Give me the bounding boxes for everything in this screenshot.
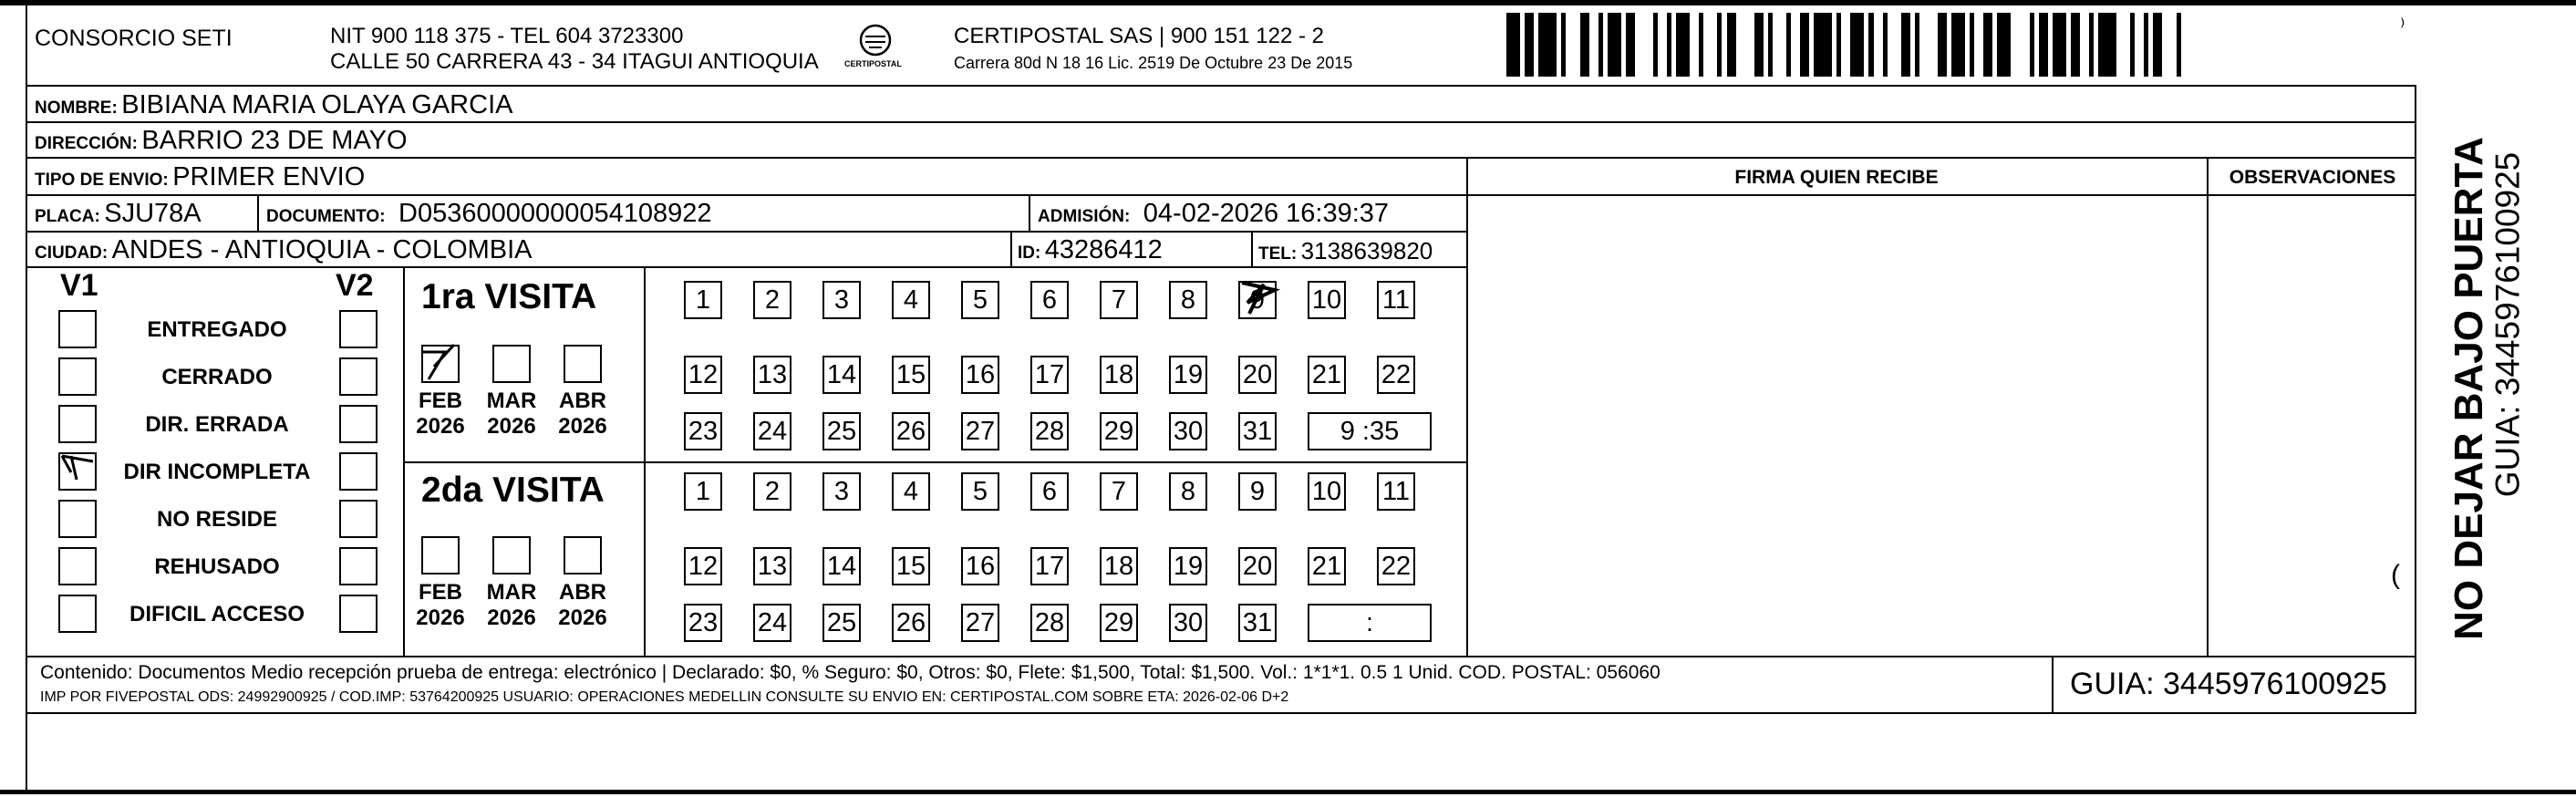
visit2-day-6[interactable]: 6 — [1030, 472, 1069, 511]
barcode-bar — [2071, 13, 2080, 77]
v1-checkbox-5[interactable] — [58, 547, 97, 585]
visit2-title: 2da VISITA — [421, 471, 605, 510]
barcode-bar — [1580, 13, 1589, 77]
id-cell — [1018, 237, 1163, 264]
visit1-day-7[interactable]: 7 — [1100, 281, 1138, 319]
visit2-day-8[interactable]: 8 — [1169, 472, 1207, 511]
direccion-row — [35, 128, 408, 154]
id-label: ID: — [1018, 243, 1041, 263]
visit1-month-label — [551, 388, 615, 439]
visit2-day-16[interactable]: 16 — [961, 547, 999, 585]
visit2-day-4[interactable]: 4 — [892, 472, 930, 511]
barcode-bar — [1901, 13, 1910, 77]
corner-mark-icon: ⁾ — [2400, 15, 2405, 37]
v1-checkbox-0[interactable] — [58, 310, 97, 348]
visit1-day-16[interactable]: 16 — [961, 356, 999, 394]
admision-label: ADMISIÓN: — [1038, 207, 1131, 226]
tipo-value: PRIMER ENVIO — [172, 162, 366, 191]
barcode-bar — [1635, 13, 1653, 77]
id-divider — [1010, 231, 1012, 267]
observaciones-left-border — [2207, 157, 2209, 657]
visit2-month-name: MAR — [486, 580, 537, 605]
visit1-day-20[interactable]: 20 — [1238, 356, 1277, 394]
status-option-label: DIR. ERRADA — [145, 412, 289, 437]
barcode-bar — [1814, 13, 1832, 77]
v2-label: V2 — [336, 268, 374, 303]
visit2-day-23[interactable]: 23 — [684, 604, 722, 642]
barcode-bar — [2162, 13, 2176, 77]
day9-checkmark-icon — [1236, 275, 1282, 319]
admision-value: 04-02-2026 16:39:37 — [1143, 199, 1390, 228]
visit2-day-18[interactable]: 18 — [1100, 547, 1138, 585]
barcode-bar — [2039, 13, 2048, 77]
admision-cell — [1038, 201, 1389, 227]
v1-checkbox-6[interactable] — [58, 595, 97, 633]
visit1-month-year: 2026 — [487, 413, 536, 439]
visit2-month-year: 2026 — [487, 605, 536, 630]
visit2-day-5[interactable]: 5 — [961, 472, 999, 511]
visit1-month-year: 2026 — [416, 413, 465, 439]
visit2-month-box-2[interactable] — [564, 536, 602, 574]
barcode-bar — [1773, 13, 1786, 77]
visit1-month-year: 2026 — [558, 413, 607, 439]
ciudad-label: CIUDAD: — [35, 243, 109, 263]
visit2-day-30[interactable]: 30 — [1169, 604, 1207, 642]
visit2-day-3[interactable]: 3 — [822, 472, 861, 511]
barcode-bar — [2011, 13, 2029, 77]
footer-guia: GUIA: 3445976100925 — [2070, 667, 2387, 701]
visit1-month-name: ABR — [559, 388, 606, 413]
visit2-day-25[interactable]: 25 — [822, 604, 861, 642]
barcode-bar — [1800, 13, 1809, 77]
visit2-day-22[interactable]: 22 — [1377, 547, 1415, 585]
visit2-month-label — [551, 580, 615, 630]
visit1-day-29[interactable]: 29 — [1100, 412, 1138, 450]
visit2-month-label — [409, 580, 472, 630]
v1-checkbox-4[interactable] — [58, 500, 97, 538]
v1-label: V1 — [60, 268, 98, 303]
carrier-name: CERTIPOSTAL SAS | 900 151 122 - 2 — [954, 24, 1324, 48]
visit2-day-29[interactable]: 29 — [1100, 604, 1138, 642]
visit1-day-30[interactable]: 30 — [1169, 412, 1207, 450]
barcode — [1506, 13, 2199, 77]
barcode-bar — [1676, 13, 1690, 77]
visit1-month-box-1[interactable] — [492, 345, 531, 383]
barcode-bar — [1608, 13, 1621, 77]
visit2-day-19[interactable]: 19 — [1169, 547, 1207, 585]
ciudad-cell — [35, 237, 533, 264]
barcode-bar — [1566, 13, 1579, 77]
barcode-bar — [1850, 13, 1864, 77]
v2-checkbox-4[interactable] — [339, 500, 378, 538]
placa-label: PLACA: — [35, 207, 100, 226]
visit1-day-22[interactable]: 22 — [1377, 356, 1415, 394]
v2-checkbox-0[interactable] — [339, 310, 378, 348]
sender-name: CONSORCIO SETI — [35, 26, 233, 51]
form-top-border — [27, 85, 2416, 87]
visit1-day-21[interactable]: 21 — [1308, 356, 1346, 394]
v1-checkbox-2[interactable] — [58, 405, 97, 443]
pen-mark-icon: ( — [2391, 560, 2400, 590]
footer-contenido: Contenido: Documentos Medio recepción prueba de entrega: electrónico | Declarado: $0, % Seguro: $0, Otros: $0, Flete: $1,500, Total: $1,500. Vol.: 1*1*1. 0.5 1 Unid. COD. POSTAL: 056060 — [40, 662, 1660, 683]
barcode-bar — [1997, 13, 2011, 77]
visit1-day-28[interactable]: 28 — [1030, 412, 1069, 450]
visit1-day-9[interactable]: 9 — [1238, 281, 1277, 319]
certipostal-logo — [841, 22, 910, 73]
visit2-day-1[interactable]: 1 — [684, 472, 722, 511]
observaciones-header: OBSERVACIONES — [2229, 167, 2396, 188]
footer-imp: IMP POR FIVEPOSTAL ODS: 24992900925 / COD.IMP: 53764200925 USUARIO: OPERACIONES MEDELLIN CONSULTE SU ENVIO EN: CERTIPOSTAL.COM SOBRE ETA: 2026-02-06 D+2 — [40, 689, 1289, 705]
visit1-day-26[interactable]: 26 — [892, 412, 930, 450]
visit1-month-label — [480, 388, 543, 439]
visit2-day-9[interactable]: 9 — [1238, 472, 1277, 511]
placa-value: SJU78A — [104, 199, 202, 228]
visit1-day-31[interactable]: 31 — [1238, 412, 1277, 450]
barcode-bar — [1736, 13, 1754, 77]
status-option-label: DIFICIL ACCESO — [129, 602, 305, 626]
visit2-day-26[interactable]: 26 — [892, 604, 930, 642]
visit1-day-19[interactable]: 19 — [1169, 356, 1207, 394]
visit2-month-box-0[interactable] — [421, 536, 460, 574]
visit1-day-18[interactable]: 18 — [1100, 356, 1138, 394]
v1-checkmark-icon — [58, 452, 97, 491]
status-option-label: CERRADO — [161, 365, 273, 389]
barcode-bar — [1754, 13, 1764, 77]
barcode-bar — [1727, 13, 1736, 77]
barcode-bar — [1841, 13, 1850, 77]
visit2-day-13[interactable]: 13 — [753, 547, 791, 585]
form-right-border — [2415, 85, 2416, 714]
status-option-label: ENTREGADO — [147, 317, 287, 342]
tel-divider — [1251, 231, 1253, 267]
visit2-day-2[interactable]: 2 — [753, 472, 791, 511]
visit1-month-box-2[interactable] — [564, 345, 602, 383]
visit-separator — [403, 461, 1466, 463]
id-value: 43286412 — [1044, 235, 1163, 264]
status-option-label: DIR INCOMPLETA — [123, 460, 311, 484]
barcode-bar — [2116, 13, 2130, 77]
v2-checkbox-3[interactable] — [339, 452, 378, 491]
visit2-day-27[interactable]: 27 — [961, 604, 999, 642]
visit2-day-12[interactable]: 12 — [684, 547, 722, 585]
left-edge-line — [26, 0, 27, 790]
nombre-value: BIBIANA MARIA OLAYA GARCIA — [121, 90, 513, 119]
visit1-day-1[interactable]: 1 — [684, 281, 722, 319]
visit2-day-24[interactable]: 24 — [753, 604, 791, 642]
visit2-day-17[interactable]: 17 — [1030, 547, 1069, 585]
visit2-day-10[interactable]: 10 — [1308, 472, 1346, 511]
visit1-day-8[interactable]: 8 — [1169, 281, 1207, 319]
barcode-bar — [1525, 13, 1534, 77]
visit1-day-13[interactable]: 13 — [753, 356, 791, 394]
visit1-day-3[interactable]: 3 — [822, 281, 861, 319]
barcode-bar — [1974, 13, 1983, 77]
carrier-address: Carrera 80d N 18 16 Lic. 2519 De Octubre 23 De 2015 — [954, 54, 1353, 72]
firma-signature-area[interactable] — [1470, 197, 2203, 653]
visit1-day-15[interactable]: 15 — [892, 356, 930, 394]
visit2-day-28[interactable]: 28 — [1030, 604, 1069, 642]
tel-cell — [1258, 239, 1433, 263]
visit1-month-label — [409, 388, 472, 439]
visit1-day-11[interactable]: 11 — [1377, 281, 1415, 319]
visit2-month-year: 2026 — [558, 605, 607, 630]
direccion-value: BARRIO 23 DE MAYO — [141, 126, 408, 155]
barcode-bar — [1983, 13, 1992, 77]
barcode-bar — [1658, 13, 1667, 77]
documento-label: DOCUMENTO: — [266, 207, 386, 226]
visit1-day-27[interactable]: 27 — [961, 412, 999, 450]
barcode-bar — [2080, 13, 2089, 77]
v2-checkbox-5[interactable] — [339, 547, 378, 585]
barcode-bar — [1506, 13, 1520, 77]
barcode-bar — [1919, 13, 1938, 77]
top-edge-line — [0, 0, 2576, 5]
firma-header: FIRMA QUIEN RECIBE — [1734, 167, 1939, 188]
barcode-bar — [2181, 13, 2199, 77]
barcode-bar — [1791, 13, 1800, 77]
visit1-month-name: MAR — [486, 388, 537, 413]
firma-left-border — [1466, 157, 1468, 657]
v2-checkbox-6[interactable] — [339, 595, 378, 633]
documento-value: D05360000000054108922 — [398, 199, 712, 228]
side-warning: NO DEJAR BAJO PUERTA — [2447, 137, 2491, 640]
visit1-day-25[interactable]: 25 — [822, 412, 861, 450]
barcode-bar — [1874, 13, 1883, 77]
barcode-bar — [2135, 13, 2144, 77]
direccion-label: DIRECCIÓN: — [35, 134, 138, 153]
visit1-day-6[interactable]: 6 — [1030, 281, 1069, 319]
visit1-day-24[interactable]: 24 — [753, 412, 791, 450]
visit1-time-box[interactable]: 9 :35 — [1308, 412, 1432, 450]
visit2-day-14[interactable]: 14 — [822, 547, 861, 585]
row-line-3 — [27, 194, 1468, 196]
row-line-2 — [27, 157, 2416, 159]
visit2-month-box-1[interactable] — [492, 536, 531, 574]
visit1-day-14[interactable]: 14 — [822, 356, 861, 394]
barcode-bar — [1690, 13, 1699, 77]
tipo-row — [35, 164, 365, 191]
barcode-bar — [1538, 13, 1557, 77]
placa-divider — [257, 194, 259, 231]
visit2-day-15[interactable]: 15 — [892, 547, 930, 585]
observaciones-area[interactable] — [2210, 197, 2413, 653]
row-line-1 — [27, 121, 2416, 123]
footer-top-line — [27, 656, 2416, 657]
footer-bottom-line — [27, 712, 2416, 714]
visit2-month-name: FEB — [419, 580, 462, 605]
visit2-time-box[interactable]: : — [1308, 604, 1432, 642]
bottom-edge-line — [0, 790, 2576, 794]
barcode-bar — [2053, 13, 2066, 77]
barcode-bar — [1703, 13, 1717, 77]
tipo-label: TIPO DE ENVIO: — [35, 171, 169, 190]
visit1-day-12[interactable]: 12 — [684, 356, 722, 394]
tel-value: 3138639820 — [1300, 237, 1433, 264]
barcode-bar — [1888, 13, 1901, 77]
visit1-day-2[interactable]: 2 — [753, 281, 791, 319]
barcode-bar — [1938, 13, 1947, 77]
visit1-title: 1ra VISITA — [421, 277, 597, 316]
side-guia: GUIA: 3445976100925 — [2488, 151, 2527, 498]
barcode-bar — [2098, 13, 2116, 77]
barcode-bar — [1589, 13, 1598, 77]
firma-header-line — [1466, 194, 2416, 196]
nombre-row — [35, 92, 512, 119]
v2-checkbox-1[interactable] — [339, 357, 378, 396]
visit2-month-year: 2026 — [416, 605, 465, 630]
logo-text: CERTIPOSTAL — [844, 59, 902, 68]
admision-divider — [1029, 194, 1030, 231]
documento-cell — [266, 201, 712, 227]
visit1-month-name: FEB — [419, 388, 462, 413]
sender-address: CALLE 50 CARRERA 43 - 34 ITAGUI ANTIOQUIA — [330, 49, 819, 74]
visit2-day-7[interactable]: 7 — [1100, 472, 1138, 511]
v2-checkbox-2[interactable] — [339, 405, 378, 443]
visit1-day-10[interactable]: 10 — [1308, 281, 1346, 319]
ciudad-value: ANDES - ANTIOQUIA - COLOMBIA — [111, 235, 533, 264]
status-option-label: NO RESIDE — [156, 507, 278, 532]
tel-label: TEL: — [1258, 244, 1298, 264]
visit2-day-31[interactable]: 31 — [1238, 604, 1277, 642]
visit1-day-4[interactable]: 4 — [892, 281, 930, 319]
visit2-day-11[interactable]: 11 — [1377, 472, 1415, 511]
visit2-day-20[interactable]: 20 — [1238, 547, 1277, 585]
barcode-bar — [2153, 13, 2162, 77]
footer-guia-divider — [2052, 656, 2054, 712]
visit1-day-23[interactable]: 23 — [684, 412, 722, 450]
visit2-month-name: ABR — [559, 580, 606, 605]
sender-nit: NIT 900 118 375 - TEL 604 3723300 — [330, 24, 684, 48]
nombre-label: NOMBRE: — [35, 98, 118, 118]
visit2-day-21[interactable]: 21 — [1308, 547, 1346, 585]
barcode-bar — [1626, 13, 1635, 77]
barcode-bar — [1951, 13, 1965, 77]
visit1-day-5[interactable]: 5 — [961, 281, 999, 319]
status-option-label: REHUSADO — [154, 554, 280, 579]
visit1-day-17[interactable]: 17 — [1030, 356, 1069, 394]
visit2-month-label — [480, 580, 543, 630]
placa-cell — [35, 201, 202, 227]
v1-checkbox-1[interactable] — [58, 357, 97, 396]
feb-checkmark-icon — [418, 339, 467, 388]
